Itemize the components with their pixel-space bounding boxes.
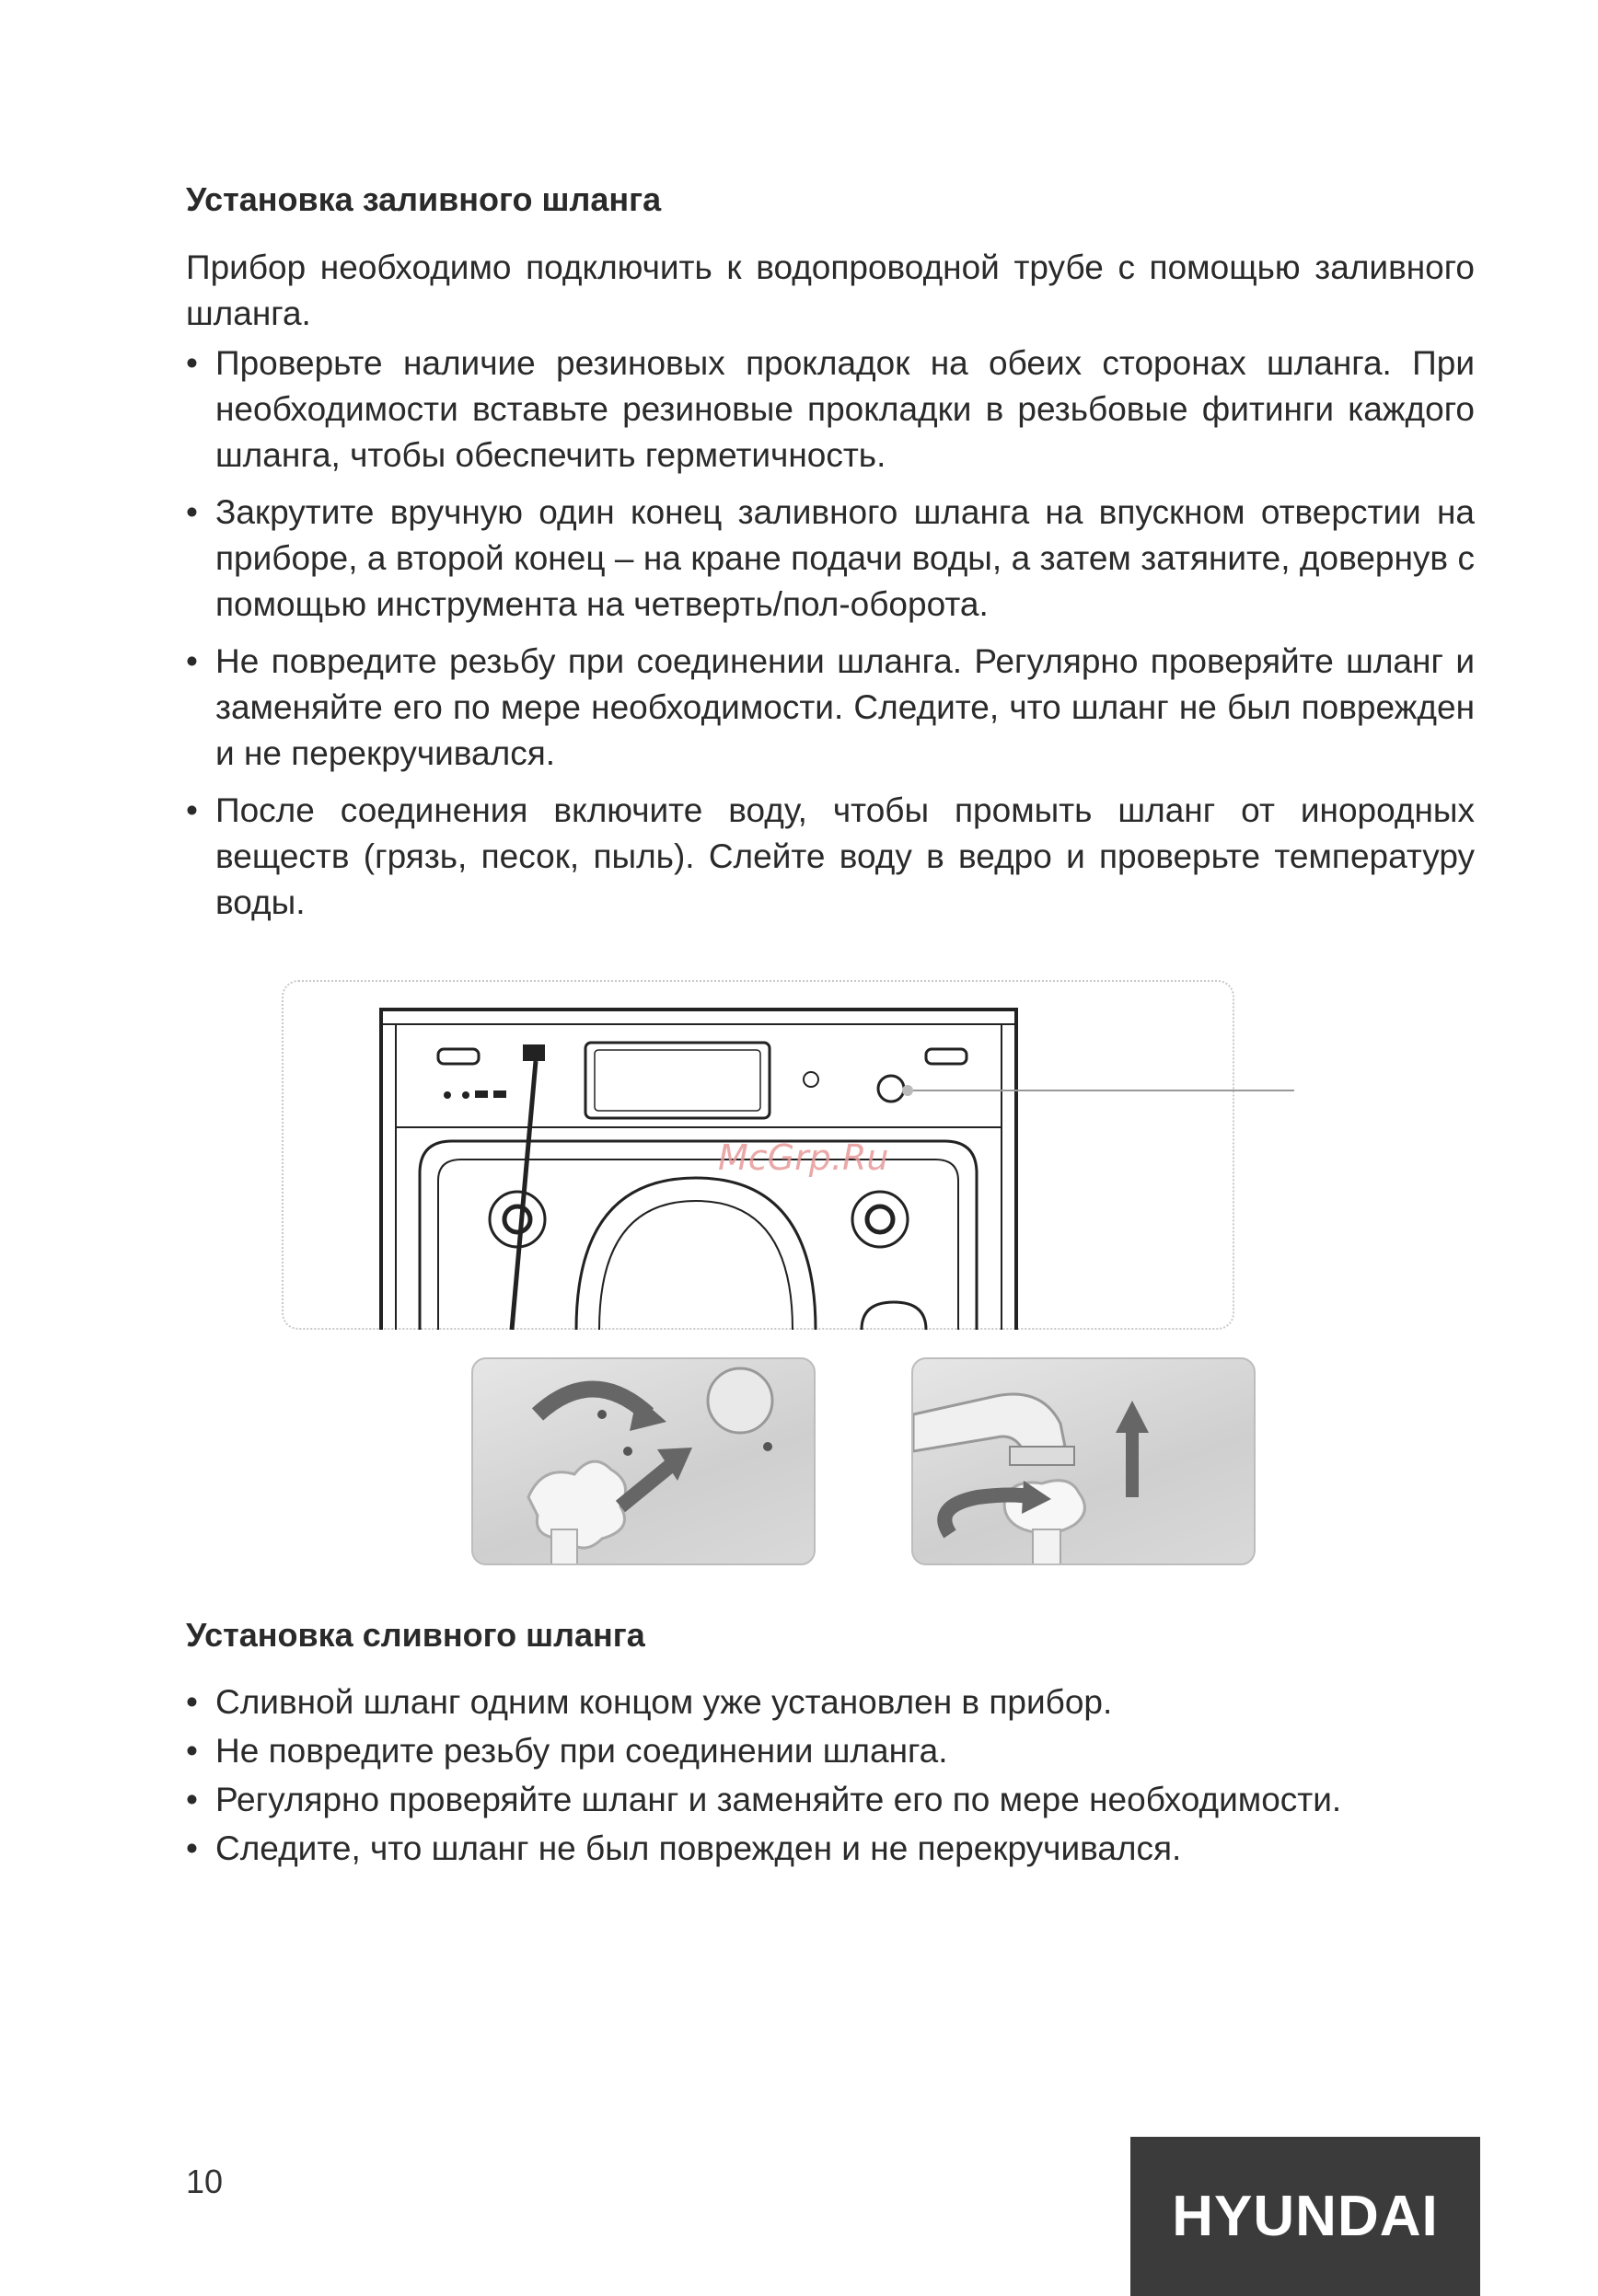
- section-title-drain-hose: Установка сливного шланга: [186, 1616, 645, 1654]
- inlet-bullet-list: [186, 340, 1475, 937]
- brand-name: HYUNDAI: [1172, 2185, 1439, 2248]
- photo-tap-connection: [911, 1357, 1256, 1565]
- list-item: • Сливной шланг одним концом уже установлен в прибор.: [186, 1679, 1475, 1725]
- list-item: • Закрутите вручную один конец заливного шланга на впускном отверстии на приборе, а второй конец – на кране подачи воды, а затем затяните, довернув с помощью инструмента на четверть/пол-оборота.: [186, 490, 1475, 628]
- watermark: McGrp.Ru: [718, 1137, 889, 1178]
- list-item: • После соединения включите воду, чтобы промыть шланг от инородных веществ (грязь, песок, пыль). Слейте воду в ведро и проверьте температуру воды.: [186, 788, 1475, 926]
- list-item: • Не повредите резьбу при соединении шланга.: [186, 1728, 1475, 1774]
- hose-nut-arrows-image: [473, 1359, 816, 1565]
- drain-bullet-list: [186, 1679, 1475, 1875]
- inlet-intro-paragraph: Прибор необходимо подключить к водопроводной трубе с помощью заливного шланга.: [186, 248, 1475, 332]
- tap-hose-arrows-image: [913, 1359, 1256, 1565]
- brand-logo: [1130, 2137, 1480, 2296]
- page-number: 10: [186, 2163, 224, 2200]
- photo-inlet-connection: [471, 1357, 816, 1565]
- list-item: • Не повредите резьбу при соединении шланга. Регулярно проверяйте шланг и заменяйте его по мере необходимости. Следите, что шланг не был поврежден и не перекручивался.: [186, 639, 1475, 777]
- list-item: • Регулярно проверяйте шланг и заменяйте его по мере необходимости.: [186, 1777, 1475, 1823]
- list-item: • Проверьте наличие резиновых прокладок на обеих сторонах шланга. При необходимости вставьте резиновые прокладки в резьбовые фитинги каждого шланга, чтобы обеспечить герметичность.: [186, 340, 1475, 479]
- section-title-inlet-hose: Установка заливного шланга: [186, 180, 662, 218]
- list-item: • Следите, что шланг не был поврежден и не перекручивался.: [186, 1826, 1475, 1872]
